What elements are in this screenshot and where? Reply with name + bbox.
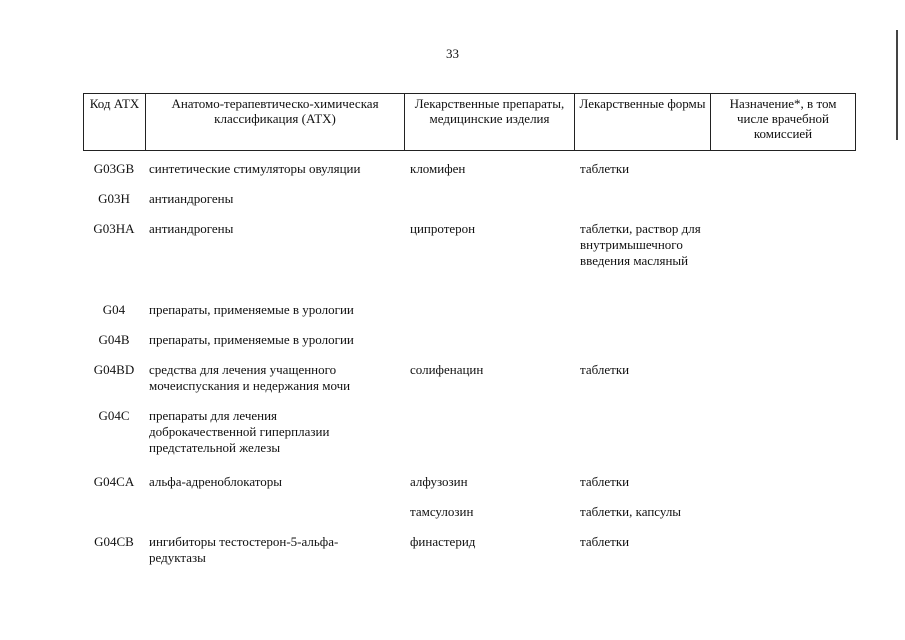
row-code: G04: [102, 302, 126, 317]
table-header: [83, 93, 856, 151]
row-drug: солифенацин: [410, 362, 484, 377]
row-classification: ингибиторы тестостерон-5-альфа-редуктазы: [149, 534, 339, 565]
page-number: 33: [446, 46, 459, 61]
row-classification: синтетические стимуляторы овуляции: [149, 161, 361, 176]
row-code: G04B: [98, 332, 130, 347]
row-form: таблетки: [580, 161, 630, 176]
row-classification: антиандрогены: [149, 191, 234, 206]
row-code: G04CB: [94, 534, 134, 549]
row-classification: препараты для лечения доброкачественной гиперплазии предстательной железы: [149, 408, 330, 455]
row-form: таблетки: [580, 362, 630, 377]
row-code: G04CA: [93, 474, 135, 489]
row-code: G04C: [98, 408, 130, 423]
row-form: таблетки, капсулы: [580, 504, 682, 519]
header-drugs: Лекарственные препараты, медицинские изделия: [405, 94, 575, 151]
row-drug: кломифен: [410, 161, 466, 176]
row-classification: альфа-адреноблокаторы: [149, 474, 283, 489]
header-code: Код АТХ: [84, 94, 146, 151]
row-form: таблетки, раствор для внутримышечного введения масляный: [580, 221, 701, 268]
row-classification: препараты, применяемые в урологии: [149, 332, 354, 347]
row-classification: средства для лечения учащенного мочеиспускания и недержания мочи: [149, 362, 351, 393]
page-edge-line: [896, 30, 898, 140]
row-code: G03H: [98, 191, 130, 206]
row-drug: алфузозин: [410, 474, 468, 489]
row-code: G04BD: [93, 362, 135, 377]
row-drug: финастерид: [410, 534, 476, 549]
header-classification: Анатомо-терапевтическо-химическая классификация (АТХ): [146, 94, 405, 151]
row-form: таблетки: [580, 534, 630, 549]
row-drug: тамсулозин: [410, 504, 474, 519]
row-form: таблетки: [580, 474, 630, 489]
header-forms: Лекарственные формы: [575, 94, 711, 151]
row-code: G03GB: [93, 161, 135, 176]
row-drug: ципротерон: [410, 221, 476, 236]
row-classification: антиандрогены: [149, 221, 234, 236]
header-purpose: Назначение*, в том числе врачебной комиссией: [711, 94, 856, 151]
row-code: G03HA: [93, 221, 135, 236]
row-classification: препараты, применяемые в урологии: [149, 302, 354, 317]
